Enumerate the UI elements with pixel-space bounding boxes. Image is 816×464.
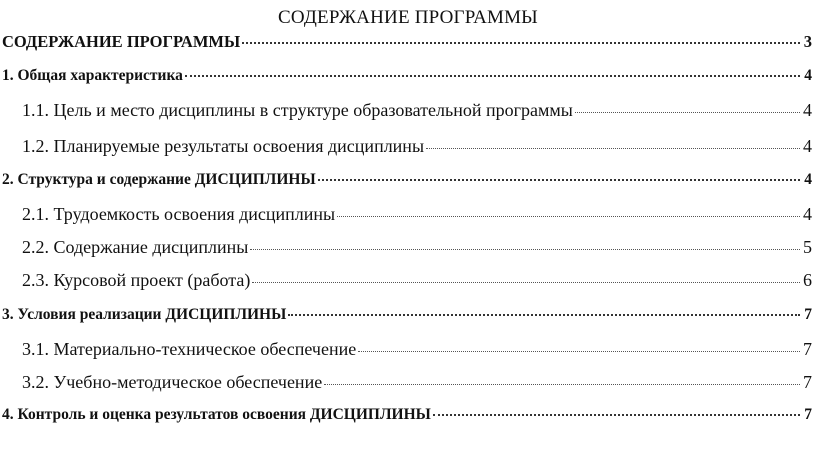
toc-page-number: 7 [804,306,812,323]
toc-entry-3-1[interactable] [22,339,812,360]
toc-dot-leader [426,148,800,149]
toc-entry-text: 2. Структура и содержание ДИСЦИПЛИНЫ [2,171,316,188]
toc-dot-leader [252,282,800,283]
toc-dot-leader [358,351,800,352]
toc-page-number: 4 [803,100,812,120]
toc-dot-leader [250,249,800,250]
toc-page-number: 6 [803,270,812,290]
toc-dot-leader [324,384,800,385]
toc-entry-text: 1.1. Цель и место дисциплины в структуре образовательной программы [22,100,573,120]
toc-entry-2-2[interactable] [22,237,812,258]
toc-entry-3-2[interactable] [22,372,812,393]
toc-entry-3[interactable] [2,306,812,324]
toc-entry-2-3[interactable] [22,270,812,291]
toc-entry-1-2[interactable] [22,136,812,157]
toc-entry-1[interactable] [2,67,812,85]
toc-page-number: 3 [803,32,812,51]
toc-page-number: 4 [803,204,812,224]
document-title: СОДЕРЖАНИЕ ПРОГРАММЫ [278,7,538,28]
toc-page-number: 4 [804,171,812,188]
toc-entry-contents[interactable] [2,32,812,52]
toc-entry-text: 2.2. Содержание дисциплины [22,237,249,257]
toc-dot-leader [575,112,800,113]
toc-entry-text: 3.2. Учебно-методическое обеспечение [22,372,323,392]
toc-entry-2[interactable] [2,171,812,189]
toc-entry-text: 3.1. Материально-техническое обеспечение [22,339,357,359]
toc-entry-text: 2.3. Курсовой проект (работа) [22,270,251,290]
toc-page-number: 7 [803,372,812,392]
toc-entry-text: 2.1. Трудоемкость освоения дисциплины [22,204,336,224]
toc-page-number: 4 [803,136,812,156]
toc-page-number: 5 [803,237,812,257]
toc-entry-text: 3. Условия реализации ДИСЦИПЛИНЫ [2,306,287,323]
toc-dot-leader [242,42,800,44]
toc-entry-text: 1.2. Планируемые результаты освоения дисциплины [22,136,425,156]
toc-dot-leader [185,75,800,77]
toc-dot-leader [433,414,800,416]
toc-entry-text: СОДЕРЖАНИЕ ПРОГРАММЫ [2,32,241,51]
toc-entry-1-1[interactable] [22,100,812,121]
toc-entry-2-1[interactable] [22,204,812,225]
toc-dot-leader [337,216,800,217]
toc-entry-text: 4. Контроль и оценка результатов освоения ДИСЦИПЛИНЫ [2,406,431,423]
toc-entry-4[interactable] [2,406,812,424]
toc-page-number: 4 [804,67,812,84]
toc-dot-leader [288,314,800,316]
toc-dot-leader [318,179,800,181]
toc-page-number: 7 [803,339,812,359]
toc-page-number: 7 [804,406,812,423]
toc-entry-text: 1. Общая характеристика [2,67,183,84]
